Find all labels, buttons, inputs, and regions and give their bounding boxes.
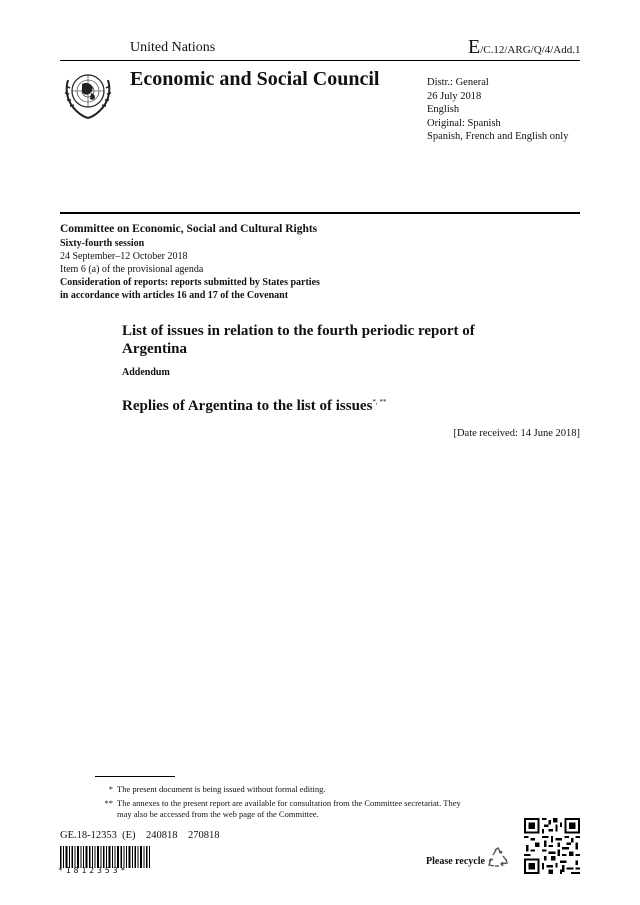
symbol-rest: /C.12/ARG/Q/4/Add.1 <box>480 44 581 56</box>
distribution-line: 26 July 2018 <box>427 90 482 102</box>
session-name: Sixty-fourth session <box>60 238 145 249</box>
consideration-line: in accordance with articles 16 and 17 of the Covenant <box>60 290 289 301</box>
symbol-initial: E <box>468 36 481 58</box>
footnote-rule <box>95 776 175 777</box>
title-line: List of issues in relation to the fourth periodic report of <box>122 323 475 339</box>
un-emblem-icon <box>60 66 116 122</box>
replies-heading <box>122 398 386 415</box>
footnote-marks[interactable]: *, ** <box>372 398 387 406</box>
agenda-item: Item 6 (a) of the provisional agenda <box>60 264 204 275</box>
footnote-text: may also be accessed from the web page of the Committee. <box>117 809 319 819</box>
footnote-mark: * <box>108 784 113 794</box>
replies-text: Replies of Argentina to the list of issues <box>122 398 373 414</box>
qr-code-icon <box>524 818 580 874</box>
distribution-line: English <box>427 104 460 116</box>
recycle-icon <box>486 846 510 870</box>
title-line: Argentina <box>122 341 187 357</box>
footnote <box>60 798 520 820</box>
addendum-label: Addendum <box>122 367 170 378</box>
committee-name: Committee on Economic, Social and Cultural Rights <box>60 223 318 235</box>
section-rule <box>60 212 580 214</box>
barcode-number: *1812353* <box>58 866 129 875</box>
barcode-icon <box>60 846 152 868</box>
org-name: United Nations <box>130 40 216 55</box>
footnote <box>60 784 580 795</box>
footnote-text: The annexes to the present report are available for consultation from the Committee secretariat. They <box>117 798 461 808</box>
meeting-info <box>60 222 320 302</box>
job-number: GE.18-12353 (E) 240818 270818 <box>60 830 220 841</box>
date-received: [Date received: 14 June 2018] <box>453 428 580 439</box>
please-recycle-label: Please recycle <box>426 856 485 867</box>
session-dates: 24 September–12 October 2018 <box>60 251 188 262</box>
header-rule <box>60 60 580 61</box>
consideration-line: Consideration of reports: reports submitted by States parties <box>60 277 320 288</box>
distribution-line: Distr.: General <box>427 77 489 88</box>
footnote-mark: ** <box>104 798 113 808</box>
footnote-text: The present document is being issued without formal editing. <box>117 784 326 794</box>
document-symbol <box>468 36 580 59</box>
distribution-block <box>427 76 568 144</box>
distribution-line: Original: Spanish <box>427 117 501 129</box>
distribution-line: Spanish, French and English only <box>427 131 569 143</box>
council-name: Economic and Social Council <box>130 68 380 90</box>
document-title <box>122 322 542 358</box>
